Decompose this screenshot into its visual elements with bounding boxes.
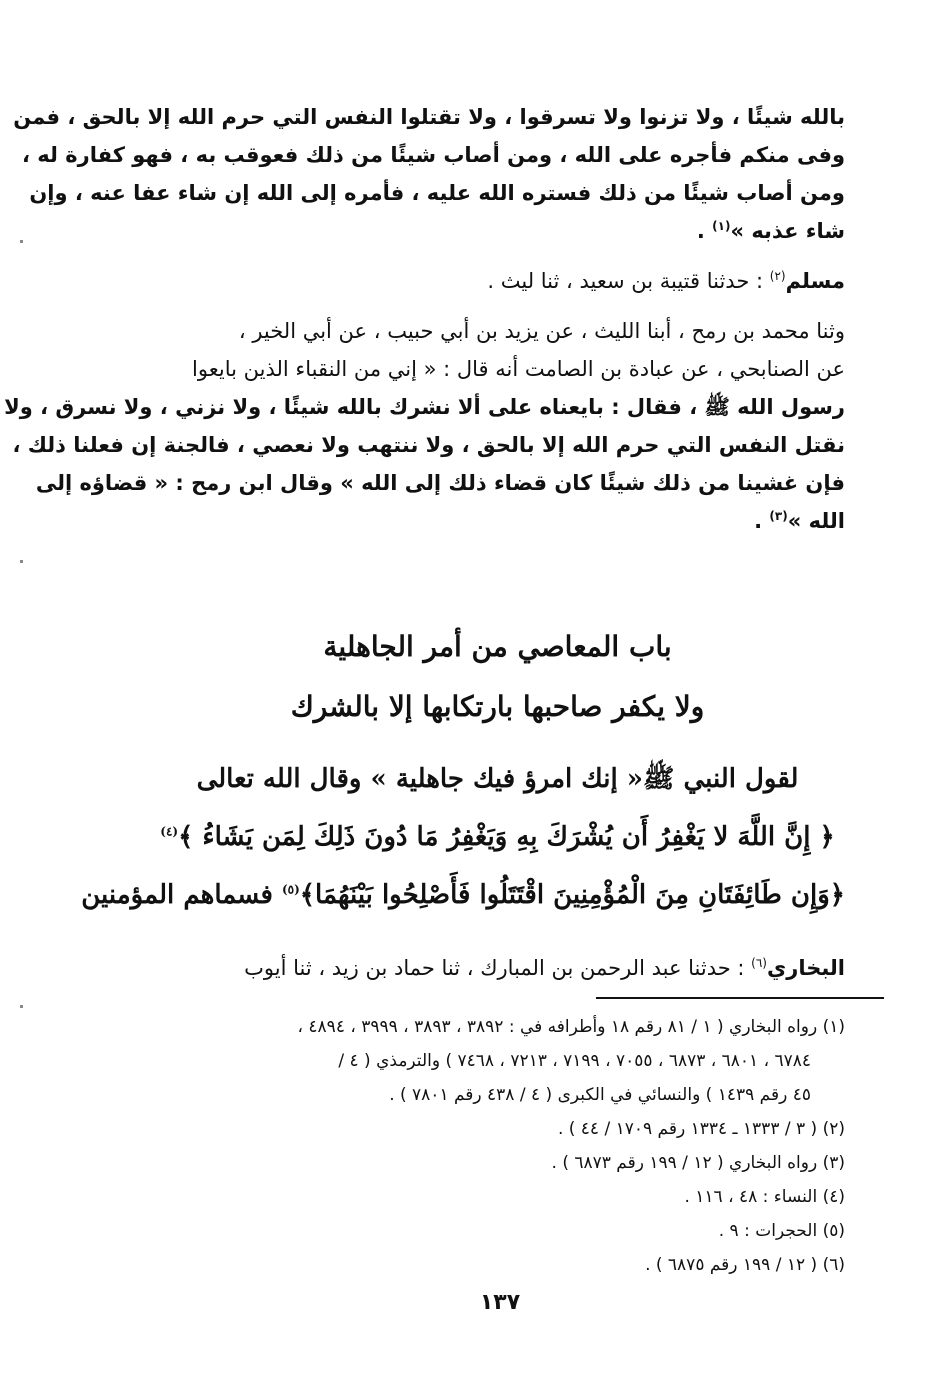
text-line: فإن غشينا من ذلك شيئًا كان قضاء ذلك إلى الله » وقال ابن رمح : « قضاؤه إلى [35, 471, 845, 495]
text-line: وثنا محمد بن رمح ، أبنا الليث ، عن يزيد بن أبي حبيب ، عن أبي الخير ، [238, 319, 845, 343]
footnote-ref: (٦) [751, 956, 767, 970]
text-line [150, 502, 845, 540]
paragraph-1 [13, 98, 845, 250]
text-segment: . [754, 509, 770, 533]
footnote-ref: (٥) [281, 882, 300, 897]
quote-line: لقول النبي ﷺ« إنك امرؤ فيك جاهلية » وقال الله تعالى [196, 764, 799, 794]
paragraph-3 [4, 312, 845, 540]
footnote: ٤٥ رقم ١٤٣٩ ) والنسائي في الكبرى ( ٤ / ٤٣٨ رقم ٧٨٠١ ) . [389, 1085, 811, 1105]
text-line: نقتل النفس التي حرم الله إلا بالحق ، ولا ننتهب ولا نعصي ، فالجنة إن فعلنا ذلك ، [12, 433, 845, 457]
chapter-heading-line-2: ولا يكفر صاحبها بارتكابها إلا بالشرك [290, 690, 705, 723]
footnote-ref: (٣) [769, 509, 788, 523]
margin-mark [20, 560, 23, 563]
verse-text: ﴿ إِنَّ اللَّهَ لا يَغْفِرُ أَن يُشْرَكَ بِهِ وَيَغْفِرُ مَا دُونَ ذَلِكَ لِمَن يَشَاءُ ﴾ [178, 822, 835, 852]
footnote-divider [596, 997, 884, 999]
text-segment: فسماهم المؤمنين [81, 880, 282, 910]
footnote-ref: (٤) [160, 824, 179, 839]
text-line: بالله شيئًا ، ولا تزنوا ولا تسرقوا ، ولا تقتلوا النفس التي حرم الله إلا بالحق ، فمن [13, 105, 845, 129]
quote-block [81, 750, 845, 924]
quran-verse-line [150, 808, 845, 866]
page-number: ١٣٧ [479, 1290, 521, 1315]
text-line: عن الصنابحي ، عن عبادة بن الصامت أنه قال : « إني من النقباء الذين بايعوا [192, 357, 845, 381]
text-line: وفى منكم فأجره على الله ، ومن أصاب شيئًا من ذلك فعوقب به ، فهو كفارة له ، [21, 143, 845, 167]
text-segment: : حدثنا عبد الرحمن بن المبارك ، ثنا حماد بن زيد ، ثنا أيوب [244, 956, 752, 980]
text-line [150, 262, 845, 300]
footnote-ref: (٢) [769, 269, 786, 283]
text-segment: الله » [787, 509, 845, 533]
margin-mark [20, 240, 23, 243]
source-name: البخاري [766, 956, 845, 980]
verse-text: ﴿وَإِن طَائِفَتَانِ مِنَ الْمُؤْمِنِينَ اقْتَتَلُوا فَأَصْلِحُوا بَيْنَهُمَا﴾ [299, 880, 845, 910]
margin-mark [20, 1005, 23, 1008]
paragraph-2 [150, 262, 845, 300]
quran-verse-line [81, 866, 845, 924]
main-text [4, 98, 845, 552]
footnote-ref: (١) [712, 219, 731, 233]
footnote: (٦) ( ١٢ / ١٩٩ رقم ٦٨٧٥ ) . [645, 1255, 845, 1275]
continuation-line [150, 950, 845, 986]
footnote: (٣) رواه البخاري ( ١٢ / ١٩٩ رقم ٦٨٧٣ ) . [551, 1153, 845, 1173]
footnote: (٥) الحجرات : ٩ . [718, 1221, 845, 1241]
footnote: (١) رواه البخاري ( ١ / ٨١ رقم ١٨ وأطرافه في : ٣٨٩٢ ، ٣٨٩٣ ، ٣٩٩٩ ، ٤٨٩٤ ، [297, 1017, 845, 1037]
footnote: (٤) النساء : ٤٨ ، ١١٦ . [684, 1187, 845, 1207]
text-line: ومن أصاب شيئًا من ذلك فستره الله عليه ، فأمره إلى الله إن شاء عفا عنه ، وإن [29, 181, 845, 205]
text-line: رسول الله ﷺ ، فقال : بايعناه على ألا نشرك بالله شيئًا ، ولا نزني ، ولا نسرق ، ولا [4, 395, 845, 419]
footnotes [150, 1010, 845, 1282]
source-name: مسلم [785, 269, 845, 293]
text-line [150, 212, 845, 250]
text-segment: . [696, 219, 713, 243]
footnote: ٦٧٨٤ ، ٦٨٠١ ، ٦٨٧٣ ، ٧٠٥٥ ، ٧١٩٩ ، ٧٢١٣ ، ٧٤٦٨ ) والترمذي ( ٤ / [338, 1051, 811, 1071]
text-segment: شاء عذبه » [730, 219, 845, 243]
footnote: (٢) ( ٣ / ١٣٣٣ ـ ١٣٣٤ رقم ١٧٠٩ / ٤٤ ) . [557, 1119, 845, 1139]
text-segment: : حدثنا قتيبة بن سعيد ، ثنا ليث . [487, 269, 770, 293]
chapter-heading-line-1: باب المعاصي من أمر الجاهلية [323, 630, 672, 663]
